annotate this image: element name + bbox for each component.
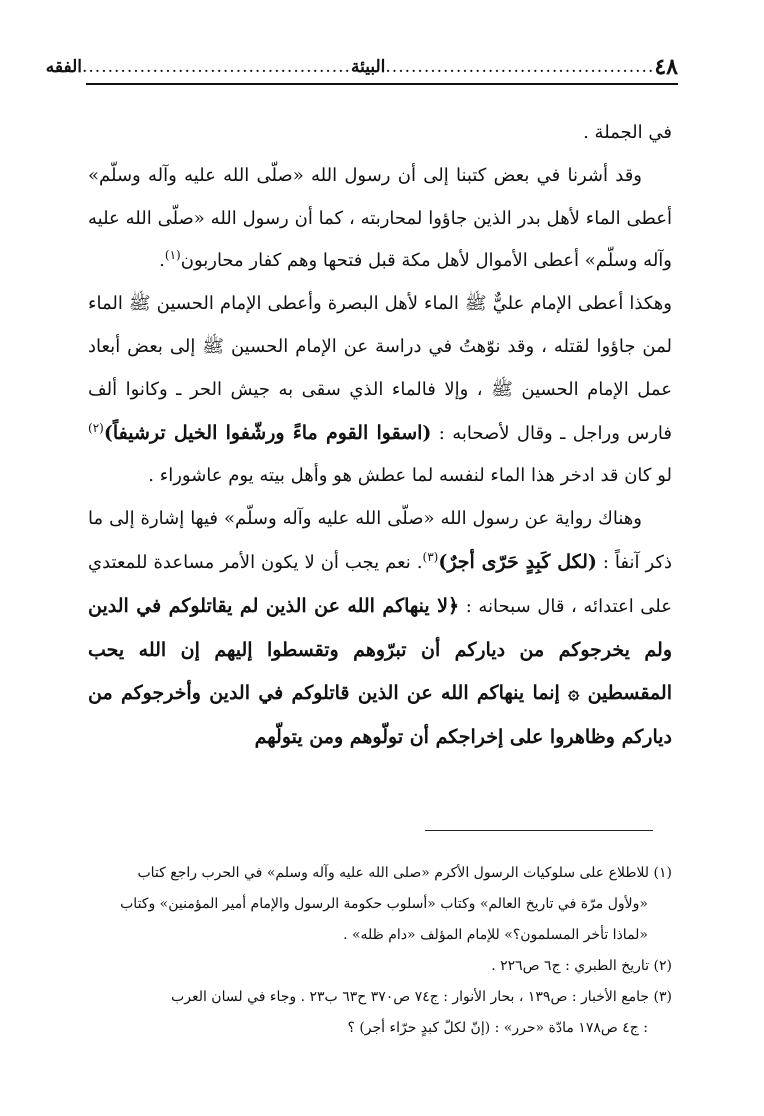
paragraph: وهكذا أعطى الإمام عليٌّ ﷺ الماء لأهل البصرة وأعطى الإمام الحسين ﷺ الماء لمن جاؤوا لقتله ، وقد نوّهتُ في دراسة عن الإمام الحسين ﷺ إلى بعض أبعاد عمل الإمام الحسين ﷺ ، وإلا فالماء الذي سقى به جيش الحر ـ وكانوا ألف فارس وراجل ـ وقال لأصحابه : (اسقوا القوم ماءً ورشّفوا الخيل ترشيفاً)$^{(٢)}$ لو كان قد ادخر هذا الماء لنفسه لما عطش هو وأهل بيته يوم عاشوراء . bbox=[88, 293, 672, 487]
paragraph: وقد أشرنا في بعض كتبنا إلى أن رسول الله «صلّى الله عليه وآله وسلّم» أعطى الماء لأهل بدر الذين جاؤوا لمحاربته ، كما أن رسول الله «صلّى الله عليه وآله وسلّم» أعطى الأموال لأهل مكة قبل فتحها وهم كفار محاربون$^{(١)}$. bbox=[88, 164, 672, 272]
footnote-line: «لماذا تأخر المسلمون؟» للإمام المؤلف «دام ظله» . bbox=[343, 927, 648, 943]
footnote-line: «ولأول مرّة في تاريخ العالم» وكتاب «أسلوب حكومة الرسول والإمام أمير المؤمنين» وكتاب bbox=[120, 896, 648, 912]
chapter-subject: الفقه bbox=[45, 57, 82, 77]
footnotes bbox=[88, 858, 672, 1044]
footnote-mark: (١) bbox=[164, 248, 181, 263]
footnote-mark: (٣) bbox=[422, 549, 439, 564]
quran-verse: ﴿لا ينهاكم الله عن الذين لم يقاتلوكم في الدين ولم يخرجوكم من دياركم أن تبرّوهم وتقسطوا إليهم إن الله يحب المقسطين ۞ إنما ينهاكم الله عن الذين قاتلوكم في الدين وأخرجوكم من دياركم وظاهروا على إخراجكم أن تولّوهم ومن يتولّهم bbox=[88, 594, 672, 749]
running-header bbox=[45, 52, 678, 82]
footnote-separator bbox=[425, 830, 653, 831]
header-dots-left: .......................................... bbox=[82, 57, 351, 77]
book-title: البيئة bbox=[350, 57, 386, 77]
footnote-line: (١) للاطلاع على سلوكيات الرسول الأكرم «صلى الله عليه وآله وسلم» في الحرب راجع كتاب bbox=[137, 865, 672, 881]
footnote-line: (٢) تاريخ الطبري : ج٦ ص٢٢٦ . bbox=[491, 958, 672, 974]
footnote-line: : ج٤ ص١٧٨ مادّة «حرر» : (إنّ لكلّ كبدٍ حرّاء أجر) ؟ bbox=[347, 1020, 648, 1036]
page-number: ٤٨ bbox=[654, 54, 678, 80]
header-rule bbox=[86, 83, 678, 85]
paragraph: في الجملة . bbox=[583, 122, 672, 143]
hadith-quote: (اسقوا القوم ماءً ورشّفوا الخيل ترشيفاً) bbox=[103, 421, 432, 444]
footnote-mark: (٢) bbox=[88, 420, 104, 435]
footnote-line: (٣) جامع الأخبار : ص١٣٩ ، بحار الأنوار : ج٧٤ ص٣٧٠ ح٦٣ ب٢٣ . وجاء في لسان العرب bbox=[171, 989, 672, 1005]
header-dots-right: .......................................... bbox=[385, 57, 655, 77]
hadith-quote: (لكل كَبِدٍ حَرّى أجرٌ) bbox=[438, 550, 597, 573]
paragraph: وهناك رواية عن رسول الله «صلّى الله عليه وآله وسلّم» فيها إشارة إلى ما ذكر آنفاً : (لكل كَبِدٍ حَرّى أجرٌ)$^{(٣)}$. نعم يجب أن لا يكون الأمر مساعدة للمعتدي على اعتدائه ، قال سبحانه : ﴿لا ينهاكم الله عن الذين لم يقاتلوكم في الدين ولم يخرجوكم من دياركم أن تبرّوهم وتقسطوا إليهم إن الله يحب المقسطين ۞ إنما ينهاكم الله عن الذين قاتلوكم في الدين وأخرجوكم من دياركم وظاهروا على إخراجكم أن تولّوهم ومن يتولّهم bbox=[88, 508, 672, 749]
main-text bbox=[88, 112, 672, 760]
